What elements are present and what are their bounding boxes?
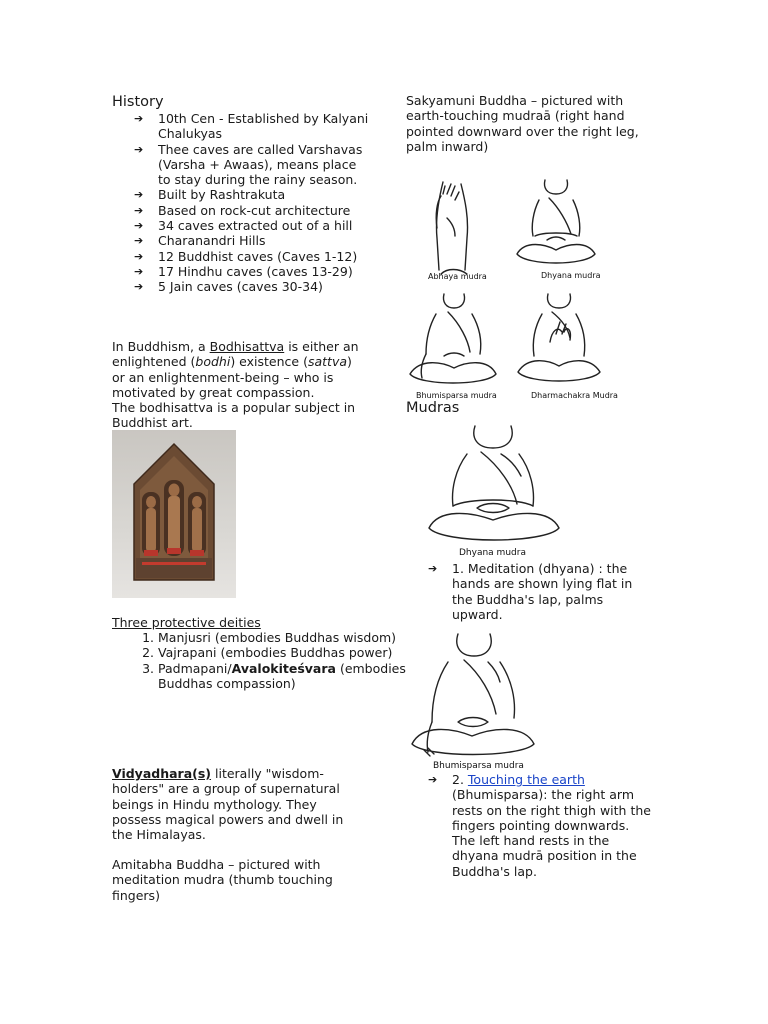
dhyana-mudra-figure <box>425 424 563 546</box>
list-item: ➔ 10th Cen - Established by Kalyani Chalukyas <box>134 111 369 142</box>
bhumisparsa-mudra-small-figure <box>408 292 498 388</box>
list-item: ➔ 5 Jain caves (caves 30-34) <box>134 279 369 294</box>
bhumisparsa-small-caption: Bhumisparsa mudra <box>416 391 497 400</box>
bodhisattva-paragraph: In Buddhism, a Bodhisattva is either an enlightened (bodhi) existence (sattva) or an enlightenment-being – who is motivated by great compassion. The bodhisattva is a popular subject in Buddhist art. <box>112 339 359 431</box>
list-item: ➔ Thee caves are called Varshavas (Varsha + Awaas), means place to stay during the rainy season. <box>134 142 369 188</box>
dharmachakra-mudra-figure <box>516 292 602 388</box>
bhumisparsa-caption: Bhumisparsa mudra <box>433 761 524 771</box>
list-item: ➔ Based on rock-cut architecture <box>134 203 369 218</box>
list-item: ➔ Charanandri Hills <box>134 233 369 248</box>
list-item: ➔ 2. Touching the earth (Bhumisparsa): the right arm rests on the right thigh with the fingers pointing downwards. The left hand rests in the dhyana mudrā position in the Buddha's lap. <box>428 772 656 879</box>
amitabha-paragraph: Amitabha Buddha – pictured with meditation mudra (thumb touching fingers) <box>112 857 333 903</box>
list-item: 1. Manjusri (embodies Buddhas wisdom) <box>158 630 408 645</box>
bodhisattva-note: The bodhisattva is a popular subject in Buddhist art. <box>112 400 356 431</box>
abhaya-caption: Abhaya mudra <box>428 272 487 281</box>
deities-list <box>112 630 408 691</box>
list-item: ➔ 12 Buddhist caves (Caves 1-12) <box>134 249 369 264</box>
list-item: ➔ Built by Rashtrakuta <box>134 187 369 202</box>
bhumisparsa-description <box>428 772 656 879</box>
history-list <box>134 111 369 295</box>
vidyadhara-paragraph: Vidyadhara(s) literally "wisdom-holders" are a group of supernatural beings in Hindu mythology. They possess magical powers and dwell in the Himalayas. <box>112 766 344 843</box>
sakyamuni-paragraph: Sakyamuni Buddha – pictured with earth-touching mudraā (right hand pointed downward over the right leg, palm inward) <box>406 93 639 154</box>
deities-heading: Three protective deities <box>112 615 261 630</box>
list-item: 3. Padmapani/Avalokiteśvara (embodies Buddhas compassion) <box>158 661 408 692</box>
list-item: ➔ 34 caves extracted out of a hill <box>134 218 369 233</box>
bhumisparsa-mudra-figure <box>408 632 538 760</box>
dhyana-description <box>428 561 650 622</box>
list-item: 2. Vajrapani (embodies Buddhas power) <box>158 645 408 660</box>
dhyana-mudra-small-figure <box>515 178 597 272</box>
mudras-heading: Mudras <box>406 400 460 416</box>
list-item: ➔ 1. Meditation (dhyana) : the hands are shown lying flat in the Buddha's lap, palms upward. <box>428 561 650 622</box>
bodhisattva-sculpture-image <box>112 430 236 598</box>
vidyadhara-term: Vidyadhara(s) <box>112 766 212 781</box>
history-heading: History <box>112 94 164 110</box>
bodhisattva-term: Bodhisattva <box>209 339 285 354</box>
list-item: ➔ 17 Hindhu caves (caves 13-29) <box>134 264 369 279</box>
dhyana-caption: Dhyana mudra <box>459 548 526 558</box>
touching-earth-link[interactable]: Touching the earth <box>467 772 585 787</box>
dhyana-small-caption: Dhyana mudra <box>541 271 601 280</box>
abhaya-mudra-figure <box>425 178 485 278</box>
dharmachakra-caption: Dharmachakra Mudra <box>531 391 618 400</box>
